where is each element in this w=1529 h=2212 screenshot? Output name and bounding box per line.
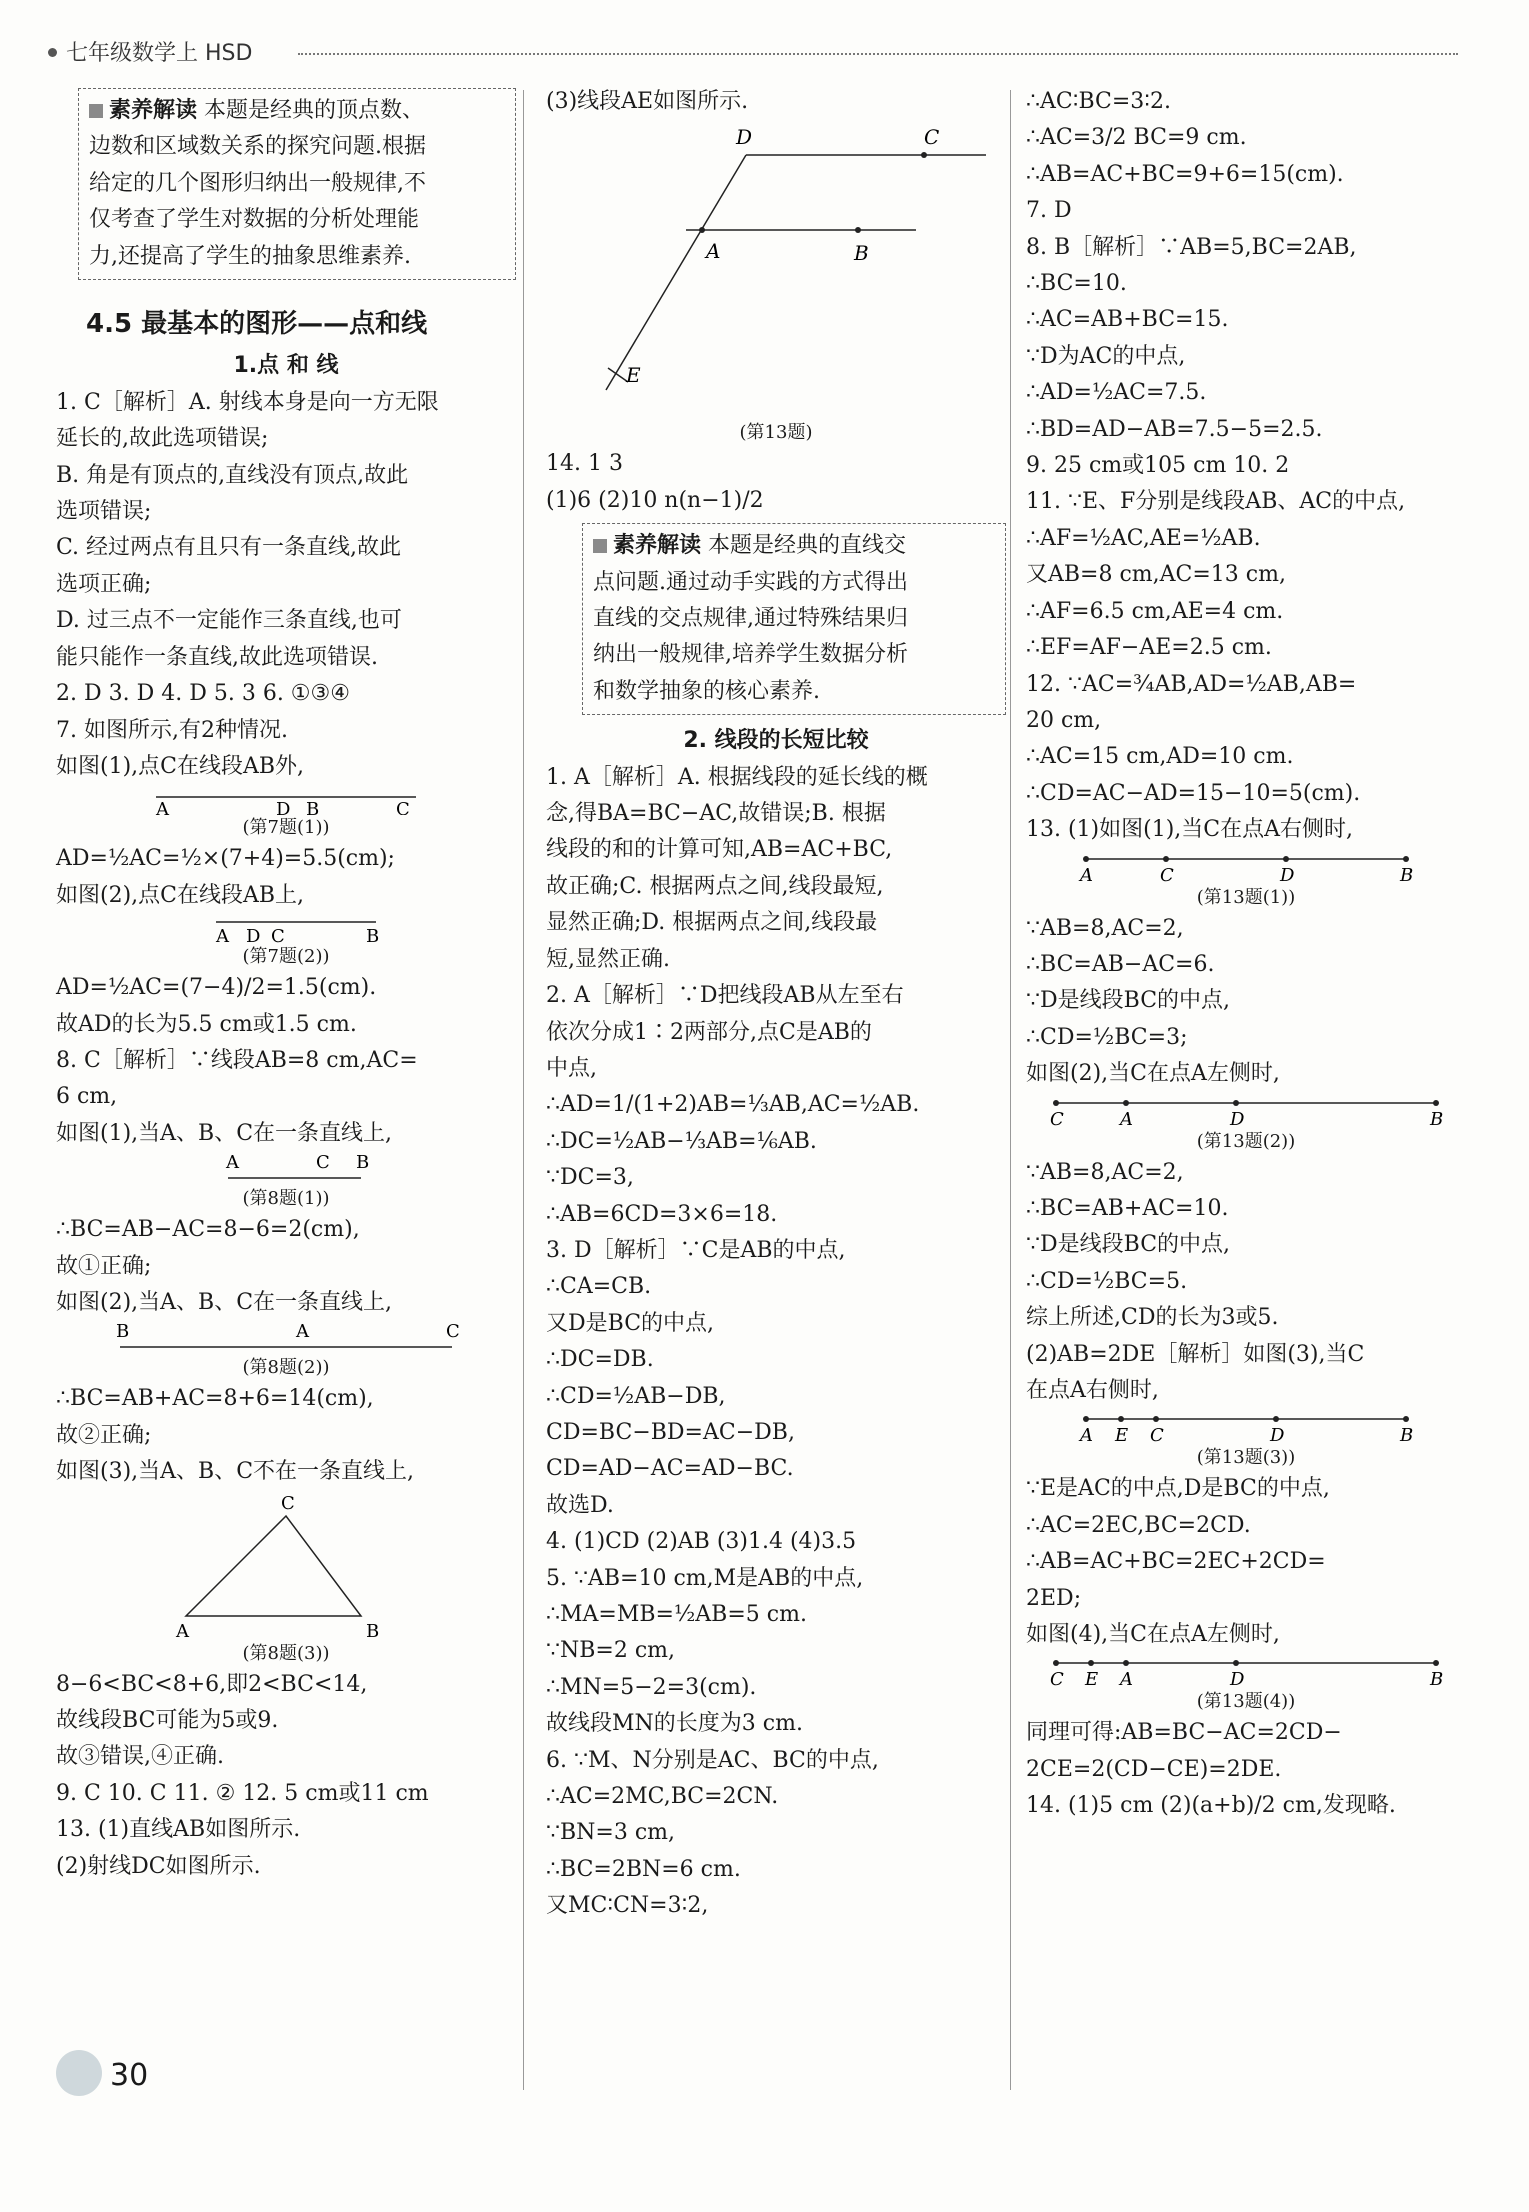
answer-line: 如图(2),点C在线段AB上, — [56, 882, 305, 908]
point-label: C — [1160, 864, 1174, 885]
answer-line: 8. C［解析］∵线段AB=8 cm,AC= — [56, 1047, 418, 1073]
answer-line: ∵BN=3 cm, — [546, 1820, 676, 1846]
answer-line: ∴CD=½BC=3; — [1026, 1024, 1188, 1050]
answer-line: 同理可得:AB=BC−AC=2CD− — [1026, 1720, 1342, 1746]
answer-line: 故线段MN的长度为3 cm. — [546, 1711, 803, 1737]
point-label: A — [706, 239, 721, 264]
point-label: A — [1080, 864, 1093, 885]
box-line: 和数学抽象的核心素养. — [593, 678, 820, 704]
answer-line: ∴CD=AC−AD=15−10=5(cm). — [1026, 780, 1361, 806]
answer-line: 如图(4),当C在点A左侧时, — [1026, 1622, 1280, 1648]
answer-line: ∴BD=AD−AB=7.5−5=2.5. — [1026, 416, 1323, 442]
answer-line: 故①正确; — [56, 1253, 152, 1279]
point-label: A — [296, 1321, 309, 1343]
answer-line: 念,得BA=BC−AC,故错误;B. 根据 — [546, 801, 886, 827]
point-label: E — [1115, 1425, 1129, 1446]
dolphin-logo-icon — [56, 2050, 102, 2096]
answer-line: ∴AB=AC+BC=2EC+2CD= — [1026, 1549, 1326, 1575]
answer-line: 依次分成1∶2两部分,点C是AB的 — [546, 1019, 872, 1045]
point-label: B — [1430, 1669, 1444, 1690]
point-label: C — [1050, 1669, 1064, 1690]
answer-line: 又D是BC的中点, — [546, 1310, 715, 1336]
answer-line: 8−6<BC<8+6,即2<BC<14, — [56, 1671, 368, 1697]
answer-line: ∴BC=AB+AC=8+6=14(cm), — [56, 1386, 374, 1412]
figure-caption: (第13题(4)) — [1196, 1691, 1296, 1713]
answer-line: 中点, — [546, 1055, 597, 1081]
subsection-title: 2. 线段的长短比较 — [683, 728, 869, 754]
figure-13 — [556, 120, 996, 420]
box-line: 给定的几个图形归纳出一般规律,不 — [89, 170, 426, 196]
point-label: B — [366, 1620, 380, 1641]
point-label: B — [356, 1152, 370, 1174]
square-icon — [89, 104, 103, 118]
column-divider — [1010, 90, 1011, 2090]
figure-7-1 — [136, 785, 436, 815]
answer-line: 故选D. — [546, 1492, 614, 1518]
figure-7-2 — [136, 914, 436, 944]
point-label: A — [156, 799, 169, 816]
answer-line: (2)射线DC如图所示. — [56, 1853, 261, 1879]
answer-line: ∴BC=AB−AC=8−6=2(cm), — [56, 1217, 360, 1243]
point-label: C — [316, 1152, 330, 1174]
column-divider — [523, 90, 524, 2090]
answer-line: ∵D为AC的中点, — [1026, 343, 1186, 369]
point-label: C — [924, 125, 940, 150]
answer-line: 6 cm, — [56, 1084, 118, 1110]
subsection-title: 1.点 和 线 — [233, 353, 339, 379]
header-title: 七年级数学上 HSD — [66, 41, 253, 66]
answer-line: 如图(2),当C在点A左侧时, — [1026, 1061, 1280, 1087]
point-label: B — [854, 241, 869, 266]
literacy-box — [582, 523, 1006, 715]
header-rule — [298, 53, 1458, 55]
point-label: A — [1120, 1669, 1133, 1690]
answer-line: 短,显然正确. — [546, 946, 670, 972]
page-header — [48, 36, 1458, 66]
box-tag: 素养解读 — [109, 98, 198, 123]
answer-line: ∴DC=DB. — [546, 1347, 654, 1373]
column-1 — [56, 84, 516, 1885]
answer-line: 7. 如图所示,有2种情况. — [56, 717, 288, 743]
answer-line: ∴EF=AF−AE=2.5 cm. — [1026, 635, 1272, 661]
point-label: C — [446, 1321, 460, 1343]
point-label: E — [1085, 1669, 1099, 1690]
answer-line: ∴CD=½BC=5. — [1026, 1268, 1188, 1294]
box-line: 直线的交点规律,通过特殊结果归 — [593, 606, 908, 632]
answer-line: AD=½AC=(7−4)/2=1.5(cm). — [56, 975, 377, 1001]
answer-line: (3)线段AE如图所示. — [546, 89, 749, 114]
box-line: 本题是经典的直线交 — [708, 533, 907, 559]
answer-line: ∴AF=½AC,AE=½AB. — [1026, 525, 1261, 551]
literacy-box — [78, 88, 516, 280]
answer-line: CD=BC−BD=AC−DB, — [546, 1419, 795, 1445]
answer-line: 又MC∶CN=3∶2, — [546, 1893, 709, 1919]
answer-line: ∴AC=2EC,BC=2CD. — [1026, 1512, 1251, 1538]
answer-line: 2CE=2(CD−CE)=2DE. — [1026, 1756, 1282, 1782]
answer-line: 线段的和的计算可知,AB=AC+BC, — [546, 837, 893, 863]
answer-line: 选项正确; — [56, 571, 152, 597]
point-label: A — [1080, 1425, 1093, 1446]
answer-line: 1. C［解析］A. 射线本身是向一方无限 — [56, 389, 439, 415]
answer-line: 2ED; — [1026, 1585, 1082, 1611]
box-line: 力,还提高了学生的抽象思维素养. — [89, 243, 411, 269]
answer-line: 2. D 3. D 4. D 5. 3 6. ①③④ — [56, 681, 350, 707]
figure-caption: (第13题(1)) — [1196, 886, 1296, 908]
answer-line: 如图(3),当A、B、C不在一条直线上, — [56, 1459, 415, 1485]
answer-line: 故②正确; — [56, 1422, 152, 1448]
answer-line: CD=AD−AC=AD−BC. — [546, 1456, 794, 1482]
answer-line: ∴AC∶BC=3∶2. — [1026, 89, 1171, 114]
answer-line: 选项错误; — [56, 499, 152, 525]
answer-line: ∴DC=½AB−⅓AB=⅙AB. — [546, 1128, 817, 1154]
figure-caption: (第8题(2)) — [242, 1357, 330, 1379]
column-3 — [1026, 84, 1466, 1825]
answer-line: 如图(1),点C在线段AB外, — [56, 753, 305, 779]
answer-line: ∴AB=6CD=3×6=18. — [546, 1201, 778, 1227]
point-label: B — [1430, 1108, 1444, 1129]
answer-line: 5. ∵AB=10 cm,M是AB的中点, — [546, 1565, 864, 1591]
box-tag: 素养解读 — [613, 533, 702, 559]
answer-line: 6. ∵M、N分别是AC、BC的中点, — [546, 1747, 879, 1773]
square-icon — [593, 539, 607, 553]
box-line: 边数和区域数关系的探究问题.根据 — [89, 134, 426, 160]
point-label: A — [1120, 1108, 1133, 1129]
column-2 — [546, 84, 1006, 1925]
answer-line: 9. 25 cm或105 cm 10. 2 — [1026, 453, 1290, 479]
box-line: 本题是经典的顶点数、 — [204, 98, 425, 123]
figure-13-2 — [1036, 1093, 1456, 1129]
answer-line: 又AB=8 cm,AC=13 cm, — [1026, 562, 1286, 588]
answer-line: ∴AF=6.5 cm,AE=4 cm. — [1026, 598, 1284, 624]
answer-line: 4. (1)CD (2)AB (3)1.4 (4)3.5 — [546, 1529, 857, 1555]
answer-line: AD=½AC=½×(7+4)=5.5(cm); — [56, 846, 395, 872]
page-number: 30 — [110, 2058, 149, 2093]
answer-line: 2. A［解析］∵D把线段AB从左至右 — [546, 983, 904, 1009]
point-label: A — [216, 926, 229, 945]
answer-line: ∵E是AC的中点,D是BC的中点, — [1026, 1476, 1330, 1502]
answer-line: ∴AC=2MC,BC=2CN. — [546, 1784, 779, 1810]
point-label: A — [176, 1620, 189, 1641]
figure-caption: (第7题(1)) — [242, 817, 330, 839]
bullet-icon — [48, 48, 57, 57]
answer-line: ∴AC=AB+BC=15. — [1026, 307, 1229, 333]
point-label: C — [271, 926, 285, 945]
answer-line: ∵AB=8,AC=2, — [1026, 1159, 1184, 1185]
box-line: 纳出一般规律,培养学生数据分析 — [593, 642, 908, 668]
answer-line: 13. (1)直线AB如图所示. — [56, 1817, 301, 1843]
answer-line: 故正确;C. 根据两点之间,线段最短, — [546, 873, 884, 899]
answer-line: (1)6 (2)10 n(n−1)/2 — [546, 487, 764, 513]
point-label: D — [1280, 864, 1295, 885]
answer-line: D. 过三点不一定能作三条直线,也可 — [56, 608, 402, 634]
answer-line: 14. 1 3 — [546, 451, 623, 477]
answer-line: 1. A［解析］A. 根据线段的延长线的概 — [546, 764, 928, 790]
answer-line: ∴MA=MB=½AB=5 cm. — [546, 1602, 807, 1627]
point-label: B — [1400, 1425, 1414, 1446]
answer-line: 延长的,故此选项错误; — [56, 426, 269, 452]
answer-line: 能只能作一条直线,故此选项错误. — [56, 644, 378, 670]
answer-line: 综上所述,CD的长为3或5. — [1026, 1305, 1279, 1331]
figure-8-2 — [86, 1321, 486, 1355]
figure-caption: (第8题(1)) — [242, 1188, 330, 1210]
point-label: A — [226, 1152, 239, 1174]
answer-line: ∴BC=2BN=6 cm. — [546, 1856, 741, 1882]
answer-line: ∵D是线段BC的中点, — [1026, 1232, 1231, 1258]
box-line: 点问题.通过动手实践的方式得出 — [593, 569, 908, 595]
answer-line: ∴BC=AB−AC=6. — [1026, 951, 1215, 977]
answer-line: 13. (1)如图(1),当C在点A右侧时, — [1026, 817, 1354, 843]
answer-line: 7. D — [1026, 198, 1072, 224]
answer-line: ∵DC=3, — [546, 1165, 634, 1191]
point-label: D — [1270, 1425, 1285, 1446]
answer-line: 故AD的长为5.5 cm或1.5 cm. — [56, 1011, 357, 1037]
box-line: 仅考查了学生对数据的分析处理能 — [89, 207, 420, 233]
answer-line: ∴BC=10. — [1026, 271, 1127, 297]
answer-line: 故③错误,④正确. — [56, 1744, 224, 1770]
answer-line: 故线段BC可能为5或9. — [56, 1708, 279, 1733]
answer-line: ∴MN=5−2=3(cm). — [546, 1674, 757, 1700]
answer-line: 12. ∵AC=¾AB,AD=½AB,AB= — [1026, 671, 1357, 697]
point-label: D — [276, 799, 291, 816]
answer-line: ∴CA=CB. — [546, 1274, 652, 1300]
answer-line: 11. ∵E、F分别是线段AB、AC的中点, — [1026, 489, 1406, 515]
answer-line: 显然正确;D. 根据两点之间,线段最 — [546, 910, 878, 936]
answer-line: 9. C 10. C 11. ② 12. 5 cm或11 cm — [56, 1780, 429, 1806]
answer-line: ∵NB=2 cm, — [546, 1638, 676, 1664]
answer-line: C. 经过两点有且只有一条直线,故此 — [56, 535, 402, 561]
figure-13-1 — [1046, 849, 1446, 885]
answer-line: ∴AC=15 cm,AD=10 cm. — [1026, 744, 1294, 770]
figure-caption: (第13题(3)) — [1196, 1447, 1296, 1469]
point-label: D — [1230, 1669, 1245, 1690]
answer-line: ∴AB=AC+BC=9+6=15(cm). — [1026, 161, 1344, 187]
answer-line: 3. D［解析］∵C是AB的中点, — [546, 1237, 846, 1263]
answer-line: ∴AD=1/(1+2)AB=⅓AB,AC=½AB. — [546, 1092, 920, 1118]
answer-line: 20 cm, — [1026, 707, 1102, 733]
figure-8-1 — [136, 1152, 436, 1186]
answer-line: B. 角是有顶点的,直线没有顶点,故此 — [56, 462, 409, 488]
figure-caption: (第13题(2)) — [1196, 1130, 1296, 1152]
point-label: B — [1400, 864, 1414, 885]
answer-line: ∵AB=8,AC=2, — [1026, 915, 1184, 941]
figure-caption: (第8题(3)) — [242, 1642, 330, 1664]
answer-line: ∴AC=3/2 BC=9 cm. — [1026, 125, 1247, 151]
point-label: D — [1230, 1108, 1245, 1129]
figure-caption: (第7题(2)) — [242, 946, 330, 968]
figure-caption: (第13题) — [739, 422, 813, 444]
point-label: D — [736, 125, 753, 150]
answer-line: 在点A右侧时, — [1026, 1378, 1159, 1403]
figure-13-4 — [1036, 1653, 1456, 1689]
answer-line: 如图(1),当A、B、C在一条直线上, — [56, 1120, 393, 1146]
section-title: 4.5 最基本的图形——点和线 — [86, 309, 428, 340]
point-label: C — [1150, 1425, 1164, 1446]
point-label: D — [246, 926, 261, 945]
point-label: C — [281, 1492, 295, 1514]
answer-line: ∴AD=½AC=7.5. — [1026, 380, 1207, 406]
answer-line: 14. (1)5 cm (2)(a+b)/2 cm,发现略. — [1026, 1793, 1396, 1819]
point-label: B — [116, 1321, 130, 1343]
answer-line: ∴BC=AB+AC=10. — [1026, 1195, 1229, 1221]
figure-8-3 — [136, 1491, 436, 1641]
answer-line: 8. B［解析］∵AB=5,BC=2AB, — [1026, 234, 1357, 260]
answer-line: 如图(2),当A、B、C在一条直线上, — [56, 1289, 393, 1315]
figure-13-3 — [1046, 1409, 1446, 1445]
point-label: C — [1050, 1108, 1064, 1129]
point-label: B — [306, 799, 320, 816]
answer-line: (2)AB=2DE［解析］如图(3),当C — [1026, 1341, 1365, 1367]
point-label: B — [366, 926, 380, 945]
answer-line: ∵D是线段BC的中点, — [1026, 988, 1231, 1014]
answer-line: ∴CD=½AB−DB, — [546, 1383, 726, 1409]
point-label: E — [626, 363, 641, 388]
point-label: C — [396, 799, 410, 816]
